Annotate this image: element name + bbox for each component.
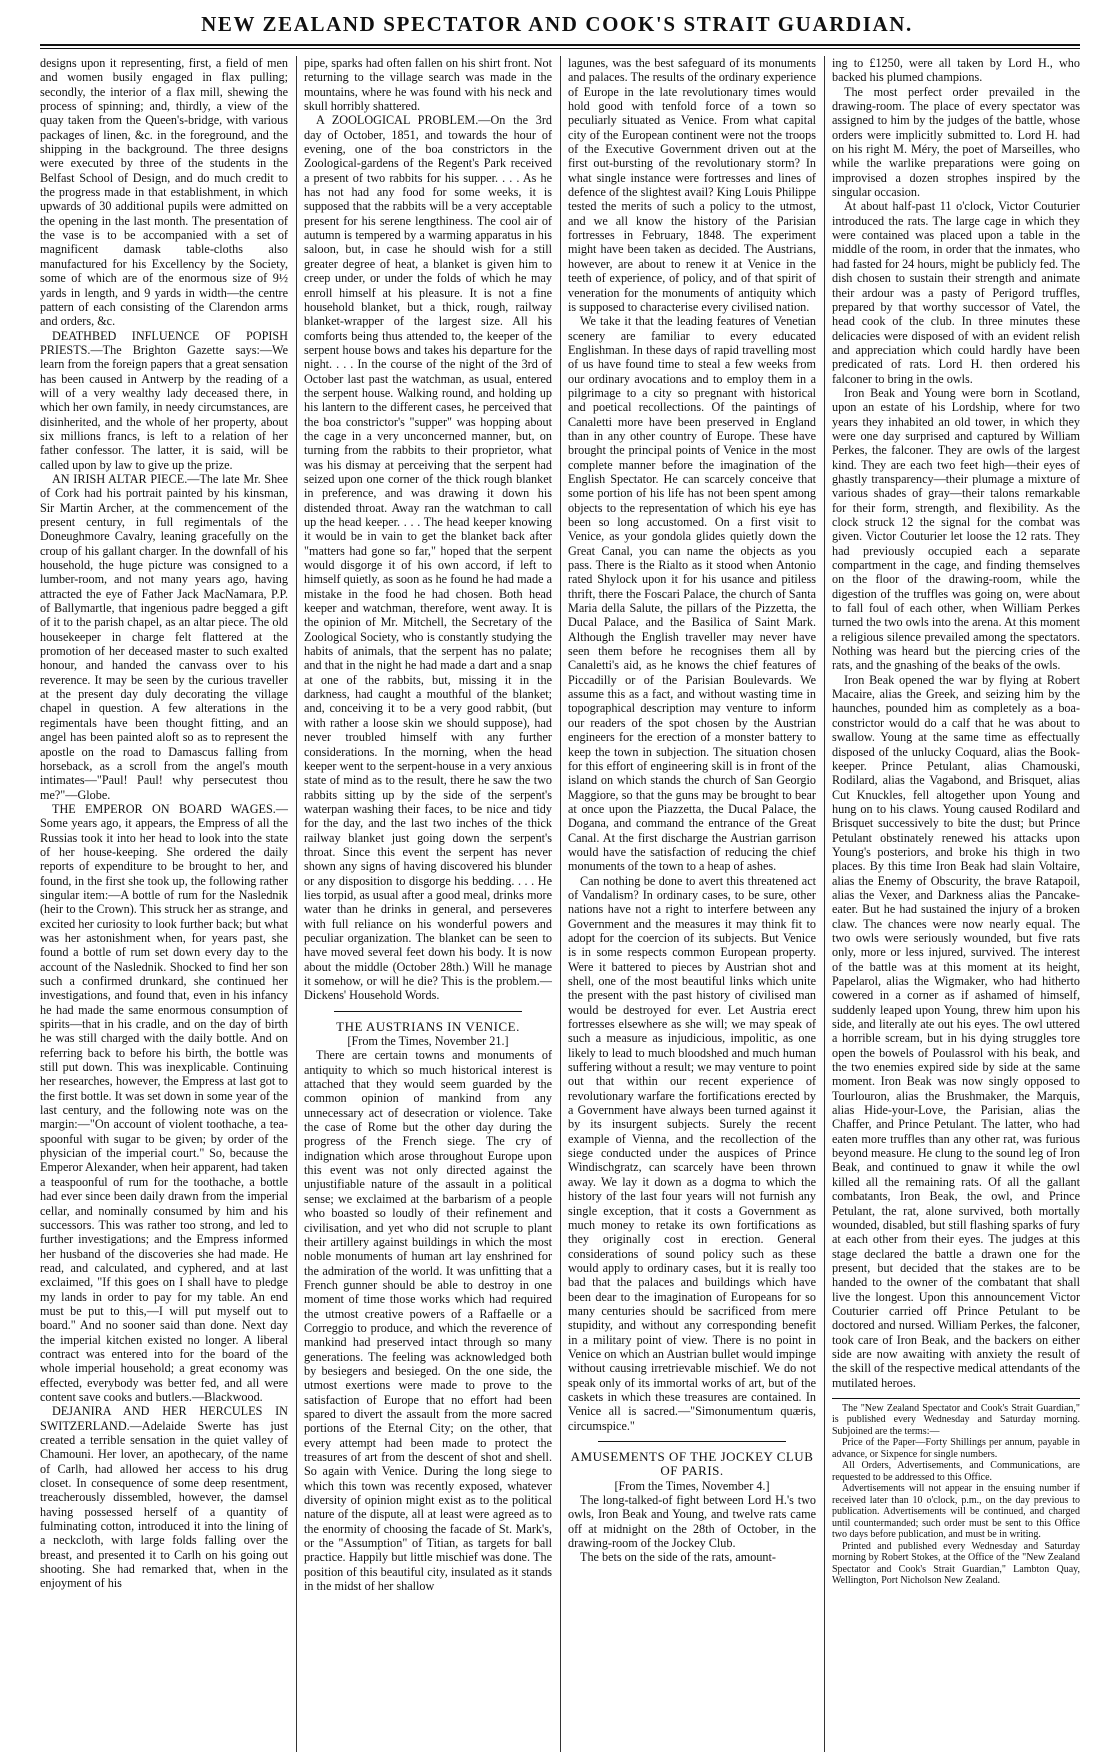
article-paragraph: Can nothing be done to avert this threatened act of Vandalism? In ordinary cases, to be sure, other nations have not a right to interfere between any Government and the measures it may think fit to adopt for the coercion of its subjects. But Venice is in some respects common European property. Were it battered to pieces by Austrian shot and shell, one of the most beautiful links which unite the present with the past history of civilised man would be destroyed for ever. Let Austria erect fortresses elsewhere as she will; we may speak of such a measure as injudicious, impolitic, as one likely to lead to much bloodshed and much human suffering without a result; we may venture to point out that within our recent experience of revolutionary warfare the fortifications erected by a Government have always been turned against it by its insurgent subjects. Surely the recent example of Vienna, and the recollection of the siege conducted under the auspices of Prince Windischgratz, can scarcely have been thrown away. We lay it down as a dogma to which the history of the last four years will not furnish any single exception, that it costs a Government as much money to retake its own fortifications as they originally cost in erection. General considerations of sound policy such as these would apply to ordinary cases, but it is really too bad that the palaces and buildings which have been dear to the imagination of Europeans for so many centuries should be sacrificed from mere stupidity, and without any corresponding benefit in a military point of view. There is no point in Venice on which an Austrian bullet would impinge without causing irretrievable mischief. We do not speak only of its immortal works of art, but of the caskets in which these treasures are contained. In Venice all is sacred.—"Simonumentum quæris, circumspice." bbox=[568, 873, 816, 1433]
article-paragraph: pipe, sparks had often fallen on his shirt front. Not returning to the village search was made in the mountains, where he was found with his neck and skull horribly shattered. bbox=[304, 56, 552, 114]
article-text: —The Brighton Gazette says:—We learn from the foreign papers that a great sensation has been caused in Antwerp by the reading of a will of a very wealthy lady deceased there, in which her own family, in needy circumstances, are disinherited, and the whole of her property, about six millions francs, is left to a relation of her father confessor. The latter, it is said, will be called upon by law to give up the prize. bbox=[40, 342, 288, 472]
imprint-line: Advertisements will not appear in the ensuing number if received later than 10 o'clock, p.m., on the day previous to publication. Advertisements will be continued, and charged until countermanded; such order must be sent to this Office two days before publication, and must be in writing. bbox=[832, 1483, 1080, 1541]
article-paragraph: Iron Beak and Young were born in Scotland, upon an estate of his Lordship, where for two years they inhabited an old tower, in which they were one day surprised and captured by William Perkes, the falconer. They are owls of the largest kind. They are each two feet high—their eyes of ghastly transparency—their plumage a mixture of various shades of gray—their talons remarkable for their form, strength, and flexibility. As the clock struck 12 the signal for the combat was given. Victor Couturier let loose the 12 rats. They had previously occupied each a separate compartment in the cage, and finding themselves on the floor of the drawing-room, while the digestion of the truffles was going on, were about to fall foul of each other, when William Perkes turned the two owls into the arena. At this moment a religious silence prevailed among the spectators. Nothing was heard but the piercing cries of the rats, and the gnashing of the beaks of the owls. bbox=[832, 385, 1080, 673]
article-paragraph: The most perfect order prevailed in the drawing-room. The place of every spectator was assigned to him by the judges of the battle, whose orders were implicitly submitted to. Lord H. had on his right M. Méry, the poet of Marseilles, who while the warlike preparations were going on improvised a dozen strophes inspired by the singular occasion. bbox=[832, 84, 1080, 200]
page-columns bbox=[40, 56, 1080, 1752]
imprint-line: Printed and published every Wednesday and Saturday morning by Robert Stokes, at the Office of the "New Zealand Spectator and Cook's Strait Guardian," Lambton Quay, Wellington, Port Nicholson New Zealand. bbox=[832, 1540, 1080, 1587]
masthead bbox=[0, 0, 1114, 50]
imprint-line: The "New Zealand Spectator and Cook's Strait Guardian," is published every Wednesday and Saturday morning. Subjoined are the terms:— bbox=[832, 1402, 1080, 1437]
article-paragraph: lagunes, was the best safeguard of its monuments and palaces. The results of the ordinary experience of Europe in the late revolutionary times would hold good with tenfold force of a town so peculiarly situated as Venice. From what capital city of the European continent were not the troops of the Executive Government driven out at the first out-bursting of the revolutionary storm? In what single instance were fortresses and lines of defence of the slightest avail? King Louis Philippe tested the merits of such a policy to the utmost, and we all know the history of the Parisian fortresses in February, 1848. The experiment might have been taken as decided. The Austrians, however, are about to renew it at Venice in the teeth of experience, of policy, and of that spirit of veneration for the monuments of antiquity which is supposed to characterise every civilised nation. bbox=[568, 56, 816, 314]
column-4 bbox=[832, 56, 1080, 1752]
newspaper-title: NEW ZEALAND SPECTATOR AND COOK'S STRAIT GUARDIAN. bbox=[201, 12, 913, 36]
article-paragraph: ing to £1250, were all taken by Lord H., who backed his plumed champions. bbox=[832, 56, 1080, 85]
column-3 bbox=[568, 56, 816, 1752]
imprint-rule bbox=[832, 1398, 1080, 1399]
article-text: —On the 3rd day of October, 1851, and towards the hour of evening, one of the boa constrictors in the Zoological-gardens of the Regent's Park received a present of two rabbits for his supper. . . . As he has not had any food for some weeks, it is supposed that the rabbits will be a very acceptable present for his serene lengthiness. The cool air of autumn is tempered by a warming apparatus in his saloon, but, in case he should wish for a still greater degree of heat, a blanket is given him to creep under, or under the folds of which he may enroll himself at his pleasure. It is not a fine household blanket, but a thick, rough, railway blanket-wrapper of the largest size. All his comforts being thus attended to, the keeper of the serpent house bows and takes his departure for the night. . . . In the course of the night of the 3rd of October last past the watchman, as usual, entered the serpent house. Walking round, and holding up his lantern to the different cases, he perceived that the boa constrictor's "supper" was hopping about the cage in a very unconcerned manner, but, on turning from the rabbits to their proprietor, what was his dismay at perceiving that the serpent had seized upon one corner of the thick rough blanket in preference, and was drawing it down his distended throat. Away ran the watchman to call up the head keeper. . . . The head keeper knowing it would be in vain to get the blanket back after "matters had gone so far," hoped that the serpent would disgorge it of his own accord, if left to himself quietly, as soon as he found he had made a mistake in the food he had chosen. Both head keeper and watchman, therefore, went away. It is the opinion of Mr. Mitchell, the Secretary of the Zoological Society, who is constantly studying the habits of animals, that the serpent has no palate; and that in the night he had made a dart and a snap at one of the rabbits, but, missing it in the darkness, had caught a mouthful of the blanket; and, conceiving it to be a very good rabbit, (but with rather a loose skin we should suppose), had never troubled himself with any further considerations. In the morning, when the head keeper went to the serpent-house in a very anxious state of mind as to the result, there he saw the two rabbits sitting up by the side of the serpent's waterpan washing their faces, to be nice and tidy for the day, and the last two inches of the thick railway blanket just going down the serpent's throat. Since this event the serpent has never shown any signs of having discovered his blunder or any disposition to disgorge his bedding. . . . He lies torpid, as usual after a good meal, drinks more water than he drinks in general, and perseveres with full reliance on his wonderful powers and peculiar organization. The blanket can be seen to have moved several feet down his body. It is now about the middle (October 28th.) Will he manage it somehow, or will he die? This is the problem.—Dickens' Household Words. bbox=[304, 113, 552, 1003]
article-paragraph: designs upon it representing, first, a field of men and women busily engaged in flax pulling; secondly, the interior of a flax mill, shewing the process of spinning; and, thirdly, a view of the quay taken from the Queen's-bridge, with various packages of linen, &c. in the foreground, and the shipping in the background. The three designs were executed by three of the students in the Belfast School of Design, and do much credit to the progress made in that establishment, in which upwards of 30 additional pupils were admitted on the opening in the last month. The presentation of the vase is to be accompanied with a set of magnificent damask table-cloths also manufactured for his Excellency by the Society, some of which are of the enormous size of 9½ yards in length, and 9 yards in width—the centre pattern of each consisting of the Clarendon arms and orders, &c. bbox=[40, 56, 288, 329]
article-lead: A ZOOLOGICAL PROBLEM. bbox=[316, 113, 479, 128]
article-paragraph bbox=[304, 113, 552, 1002]
column-divider bbox=[560, 56, 561, 1752]
masthead-rule-thick bbox=[40, 44, 1080, 46]
article-paragraph bbox=[40, 1404, 288, 1590]
masthead-rule-thin bbox=[40, 48, 1080, 49]
article-text: —Adelaide Swerte has just created a terrible sensation in the quiet valley of Chamouni. Her lover, an apothecary, of the name of Carlh, had allowed her access to his drug closet. In consequence of some deep resentment, treacherously dissembled, however, the damsel having possessed herself of a quantity of fulminating cotton, introduced it into the lining of a neckcloth, with large folds falling over the breast, and presented it to Carlh on his going out shooting. She had remarked that, when in the enjoyment of his bbox=[40, 1418, 288, 1591]
article-paragraph bbox=[40, 329, 288, 472]
column-1 bbox=[40, 56, 288, 1752]
column-divider bbox=[296, 56, 297, 1752]
imprint-line: Price of the Paper—Forty Shillings per annum, payable in advance, or Sixpence for single numbers. bbox=[832, 1437, 1080, 1460]
article-text: —The late Mr. Shee of Cork had his portrait painted by his kinsman, Sir Martin Archer, at the commencement of the present century, in full regimentals of the Doneughmore Cavalry, leaning gracefully on the croup of his gallant charger. In the downfall of his household, the huge picture was consigned to a lumber-room, and not many years ago, having attracted the eye of Father Jack MacNamara, P.P. of Ballymartle, that ingenious padre begged a gift of it to the parish chapel, as an altar piece. The old housekeeper in charge felt flattered at the promotion of her deceased master to such exalted honour, and handed the canvass over to his reverence. It may be seen by the curious traveller at the present day duly decorating the village chapel in question. A few alterations in the regimentals have been thought fitting, and an angel has been painted aloft so as to represent the apostle on the road to Damascus falling from horseback, as a scroll from the angel's mouth intimates—"Paul! Paul! why persecutest thou me?"—Globe. bbox=[40, 471, 288, 802]
publisher-imprint bbox=[832, 1403, 1080, 1587]
article-paragraph: The long-talked-of fight between Lord H.'s two owls, Iron Beak and Young, and twelve rats came off at midnight on the 28th of October, in the drawing-room of the Jockey Club. bbox=[568, 1493, 816, 1551]
article-heading: AMUSEMENTS OF THE JOCKEY CLUB OF PARIS. bbox=[570, 1449, 814, 1479]
article-text: —Some years ago, it appears, the Empress of all the Russias took it into her head to look into the state of her house-keeping. She ordered the daily reports of expenditure to be brought to her, and found, in the first she took up, the following rather singular item:—A bottle of rum for the Naslednik (heir to the Crown). This struck her as strange, and excited her curiosity to look further back; but what was her astonishment when, for years past, she found a bottle of rum set down every day to the account of the Naslednik. Shocked to find her son such a confirmed drunkard, she continued her investigations, and found that, even in his infancy he had made the same enormous consumption of spirits—that in his cradle, and on the day of birth he was still charged with the daily bottle. And on referring back to before his birth, the bottle was still put down. This was inexplicable. Continuing her researches, however, the Empress at last got to the first bottle. It was set down in some year of the last century, and the following note was on the margin:—"On account of violent toothache, a tea-spoonful with sugar to be given; by order of the physician of the imperial court." So, because the Emperor Alexander, when heir apparent, had taken a teaspoonful of rum for the toothache, a bottle had ever since been daily drawn from the imperial cellar, and nominally consumed by him and his successors. This was rather too strong, and led to further investigations; and the Empress informed her husband of the discoveries she had made. He read, and calculated, and cyphered, and at last exclaimed, "If this goes on I shall have to pledge my lands in order to pay for my table. An end must be put to this,—I will put myself out to board." And no sooner said than done. Next day the imperial kitchen existed no longer. A liberal contract was entered into for the board of the whole imperial household; a great economy was effected, everybody was better fed, and all were content save cooks and butlers.—Blackwood. bbox=[40, 801, 288, 1404]
article-paragraph: Iron Beak opened the war by flying at Robert Macaire, alias the Greek, and seizing him by the haunches, pounded him as completely as a boa-constrictor would do a calf that he was about to swallow. Young at the same time as effectually disposed of the unlucky Coquard, alias the Book-keeper. Prince Petulant, alias Chamouski, Rodilard, alias the Vagabond, and Brisquet, alias Cut Knuckles, fell altogether upon Young and hung on to his claws. Young caused Rodilard and Brisquet successively to bite the dust; but Prince Petulant obstinately renewed his attacks upon Young's posteriors, and broke his thigh in two places. By this time Iron Beak had slain Voltaire, alias the Enemy of Obscurity, the brave Ratapoil, alias the Vexer, and Darkness alias the Pancake-eater. But he had sustained the injury of a broken claw. The chances were now nearly equal. The two owls were seriously wounded, but five rats only, more or less injured, survived. The interest of the battle was at this moment at its height, Papelarol, alias the Wigmaker, who had hitherto cowered in a corner as if ashamed of himself, suddenly leaped upon Young, threw him upon his side, and literally ate out his eyes. The owl uttered a horrible scream, but in his dying struggles tore open the bowels of Poulassrol with his beak, and the two enemies expired side by side at the same moment. Iron Beak was now singly opposed to Tourlouron, alias the Brushmaker, the Marquis, alias Hide-your-Love, the Parisian, alias the Chaffer, and Prince Petulant. The latter, who had eaten more truffles than any other rat, was furious beyond measure. He clung to the sound leg of Iron Beak, and continued to gnaw it while the owl killed all the remaining rats. Of all the gallant combatants, Iron Beak, the owl, and Prince Petulant, the rat, alone survived, both mortally wounded, disabled, but still flashing sparks of fury at each other from their eyes. The judges at this stage declared the battle a drawn one for the present, but decided that the stakes are to be handed to the owner of the combatant that shall live the longest. Upon this announcement Victor Couturier carried off Prince Petulant to be doctored and nursed. William Perkes, the falconer, took care of Iron Beak, and the backers on either side are now awaiting with anxiety the result of the skill of the respective medical attendants of the mutilated heroes. bbox=[832, 672, 1080, 1390]
article-paragraph bbox=[40, 802, 288, 1404]
article-source: [From the Times, November 4.] bbox=[614, 1478, 770, 1493]
article-paragraph: There are certain towns and monuments of antiquity to which so much historical interest is attached that they would seem guarded by the common opinion of mankind from any unnecessary act of desecration or violence. Take the case of Rome but the other day during the progress of the French siege. The cry of indignation which arose throughout Europe upon this event was not only directed against the unjustifiable nature of the assault in a political sense; we exclaimed at the barbarism of a people who boasted so loudly of their refinement and civilisation, and yet who did not scruple to plant their artillery against buildings in which the most noble monuments of human art lay enshrined for the admiration of the world. It was unfitting that a French gunner should be able to destroy in one moment of time those works which had required the utmost creative powers of a Raffaelle or a Correggio to produce, and which the reverence of mankind had preserved intact through so many generations. The feeling was acknowledged both by besiegers and besieged. On the one side, the utmost exertions were made to prove to the satisfaction of Europe that no effort had been spared to divert the assault from the more sacred portions of the Eternal City; on the other, that every attempt had been made to protect the treasures of art from the descent of shot and shell. So again with Venice. During the long siege to which this town was recently exposed, whatever diversity of opinion might exist as to the political nature of the dispute, all at least were agreed as to the enormity of choosing the facade of St. Mark's, or the "Assumption" of Titian, as targets for ball practice. Happily but little mischief was done. The position of this beautiful city, insulated as it stands in the midst of her shallow bbox=[304, 1048, 552, 1594]
article-paragraph: We take it that the leading features of Venetian scenery are familiar to every educated Englishman. In these days of rapid travelling most of us have found time to steal a few weeks from our ordinary avocations and to employ them in a pilgrimage to a city so pregnant with historical and poetical recollections. Of the paintings of Canaletti more have been preserved in England than in any other country of Europe. These have brought the principal points of Venice in the most complete manner before the imagination of the English Spectator. He can scarcely conceive that some portion of his life has not been spent among objects to the representation of which his eye has been so long accustomed. On a first visit to Venice, as your gondola glides quietly down the Great Canal, you can name the objects as you pass. There is the Rialto as it stood when Antonio rated Shylock upon it for his usance and pitiless thrift, there the Foscari Palace, the church of Santa Maria della Salute, the pillars of the Pizzetta, the Ducal Palace, and the Basilica of Saint Mark. Although the English traveller may never have seen them before he recognises them all by Canaletti's aid, as he knows the chief features of Piccadilly or of the Parisian Boulevards. We assume this as a fact, and without wasting time in topographical description may venture to inform our readers of the spot chosen by the Austrian engineers for the erection of a monster battery to keep the town in subjection. The situation chosen for this effort of engineering skill is in front of the island on which stands the church of San Georgio Maggiore, so that the guns may be brought to bear at once upon the Piazzetta, the Ducal Palace, the Dogana, and command the entrance of the Great Canal. At the first discharge the Austrian garrison would have the satisfaction of reducing the chief monuments of the town to a heap of ashes. bbox=[568, 314, 816, 874]
article-paragraph bbox=[40, 472, 288, 802]
article-source: [From the Times, November 21.] bbox=[347, 1034, 509, 1049]
column-2 bbox=[304, 56, 552, 1752]
article-lead: DEJANIRA AND HER HERCULES IN SWITZERLAND. bbox=[40, 1404, 288, 1433]
section-rule bbox=[598, 1441, 786, 1442]
article-lead: DEATHBED INFLUENCE OF POPISH PRIESTS. bbox=[40, 328, 288, 357]
article-heading: THE AUSTRIANS IN VENICE. bbox=[336, 1018, 520, 1034]
column-divider bbox=[824, 56, 825, 1752]
article-paragraph: The bets on the side of the rats, amount- bbox=[580, 1550, 776, 1565]
section-rule bbox=[334, 1011, 522, 1012]
article-lead: AN IRISH ALTAR PIECE. bbox=[52, 471, 188, 486]
article-paragraph: At about half-past 11 o'clock, Victor Couturier introduced the rats. The large cage in which they were contained was placed upon a table in the middle of the room, in order that the inmates, who had fasted for 24 hours, might be publicly fed. The dish chosen to sustain their strength and animate their ardour was a pasty of Perigord truffles, prepared by that worthy successor of Vatel, the head cook of the club. In three minutes these delicacies were disposed of with an evident relish and appreciation which could hardly have been predicated of rats. Lord H. then ordered his falconer to bring in the owls. bbox=[832, 199, 1080, 386]
imprint-line: All Orders, Advertisements, and Communications, are requested to be addressed to this Office. bbox=[832, 1460, 1080, 1483]
article-lead: THE EMPEROR ON BOARD WAGES. bbox=[52, 801, 276, 816]
